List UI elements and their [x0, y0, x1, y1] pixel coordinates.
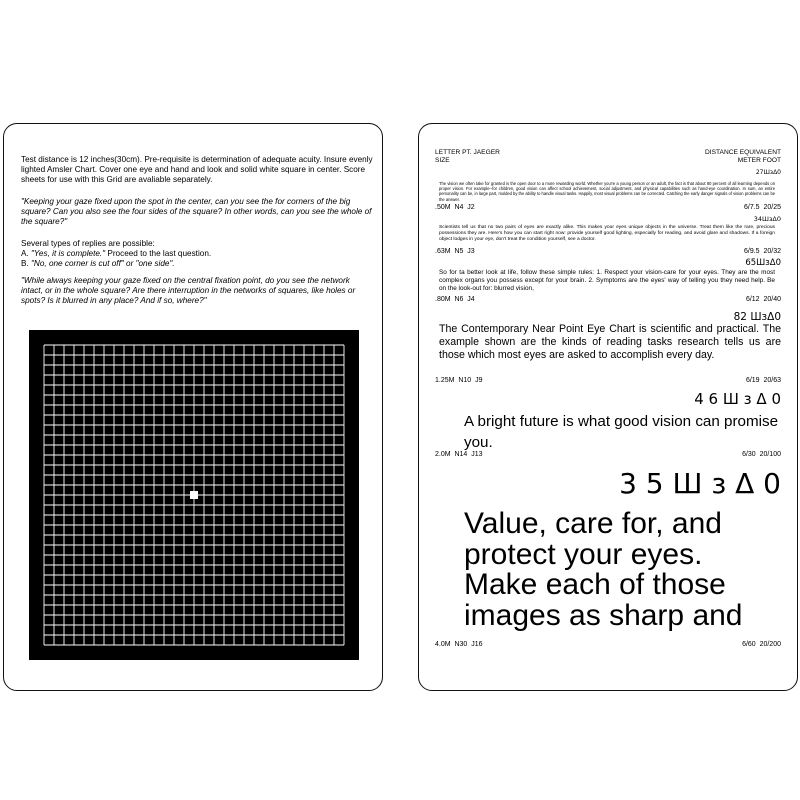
row-3-right: 6/19 20/63 [745, 377, 781, 384]
row-4-left: 2.0M N14 J13 [435, 451, 483, 458]
row-1-right: 6/9.5 20/32 [744, 248, 781, 255]
header-size: SIZE [435, 156, 450, 164]
near-point-eye-chart-card [418, 123, 798, 691]
header-letter-pt-jaeger: LETTER PT. JAEGER [435, 149, 500, 156]
central-fixation-square [190, 491, 198, 499]
reply-b: B. "No, one corner is cut off" or "one side". [21, 259, 175, 269]
row-0-measurements [435, 204, 781, 212]
row-1-measurements [435, 248, 781, 256]
row-1-left: .63M N5 J3 [435, 248, 475, 255]
row-5-left: 4.0M N30 J16 [435, 641, 483, 648]
amsler-intro-text: Test distance is 12 inches(30cm). Pre-requisite is determination of adequate acuity. Insure evenly lighted Amsler Chart. Cover one eye and hand and look and solid white square in center. Score sheets for use with this Grid are avaliable separately. [21, 155, 373, 185]
row-3-left: 1.25M N10 J9 [435, 377, 483, 384]
row-3-measurements [435, 377, 781, 385]
row-3-symbols: 82 ШɜΔ0 [733, 311, 781, 323]
row-2-left: .80M N6 J4 [435, 296, 475, 303]
row-1-text: Scientists tell us that no two pairs of eyes are exactly alike. This makes your eyes unique objects in the universe. Treat them like the rare, precious possessions they are. Here's how you can start right now: provide yourself good lighting, especially for reading, and avoid glare and shadows. If a foreign object lodges in your eye, don't treat the condition yourself, see a doctor. [439, 225, 775, 243]
reply-a: A. "Yes, it is complete." Proceed to the last question. [21, 249, 212, 259]
row-4-text: A bright future is what good vision can promise you. [464, 413, 779, 451]
replies-heading: Several types of replies are possible: [21, 239, 155, 248]
row-0-right: 6/7.5 20/25 [744, 204, 781, 211]
amsler-question-2: "While always keeping your gaze fixed on the central fixation point, do you see the network intact, or in the whole square? Are there interruption in the networks of squares, like holes or spots? Is it blurred in any place? And if so, where?" [21, 276, 356, 306]
row-0-left: .50M N4 J2 [435, 204, 475, 211]
row-3-text: The Contemporary Near Point Eye Chart is scientific and practical. The example shown are the kinds of reading tasks research tells us are those which most eyes are asked to accomplish every day. [439, 323, 781, 361]
row-0-symbols: 27ШɜΔ0 [755, 169, 781, 176]
row-5-right: 6/60 20/200 [742, 641, 781, 648]
header-right [705, 149, 781, 164]
header-left [435, 149, 500, 164]
row-4-right: 6/30 20/100 [742, 451, 781, 458]
row-0-text: The vision we often take for granted is the open door to a more rewarding world. Whether you're a young person or an adult, the fact is that about 80 percent of all learning depends on proper vision. For example--for children, good vision can affect school achievement, social adjustment, and physical capabilities such as hand-eye coordination. In sum, an entire personality can be, in large part, molded by the ability to handle visual tasks. Happily, most visual problems can be corrected. Catching the early danger signals of vision problems can be the answer. [439, 181, 775, 202]
row-2-right: 6/12 20/40 [745, 296, 781, 303]
row-5-measurements [435, 641, 781, 649]
amsler-grid-card [3, 123, 383, 691]
row-2-text: So for ta better look at life, follow these simple rules: 1. Respect your vision-care for your eyes. They are the most complex organs you possess except for your brain. 2. Symptoms are the eyes' way of telling you they need help. Be on the look-out for: blurred vision, [439, 269, 775, 293]
row-2-symbols: 65ШɜΔ0 [745, 258, 781, 268]
header-distance-equivalent: DISTANCE EQUIVALENT [705, 149, 781, 156]
row-2-measurements [435, 296, 781, 304]
amsler-grid [29, 330, 359, 660]
row-4-symbols: 4 6 Ш ɜ Δ 0 [694, 390, 781, 408]
header-meter-foot: METER FOOT [737, 156, 781, 164]
row-5-symbols: 3 5 Ш ɜ Δ 0 [619, 467, 781, 500]
amsler-replies [21, 239, 373, 270]
amsler-question-1: "Keeping your gaze fixed upon the spot in the center, can you see the for corners of the big square? Can you also see the four sides of the square? In other words, can you see the whole of the square?" [21, 197, 372, 227]
row-5-text: Value, care for, and protect your eyes. Make each of those images as sharp and [464, 507, 743, 632]
row-4-measurements [435, 451, 781, 459]
row-1-symbols: 34ШɜΔ0 [753, 215, 781, 223]
amsler-grid-lines [29, 330, 359, 660]
